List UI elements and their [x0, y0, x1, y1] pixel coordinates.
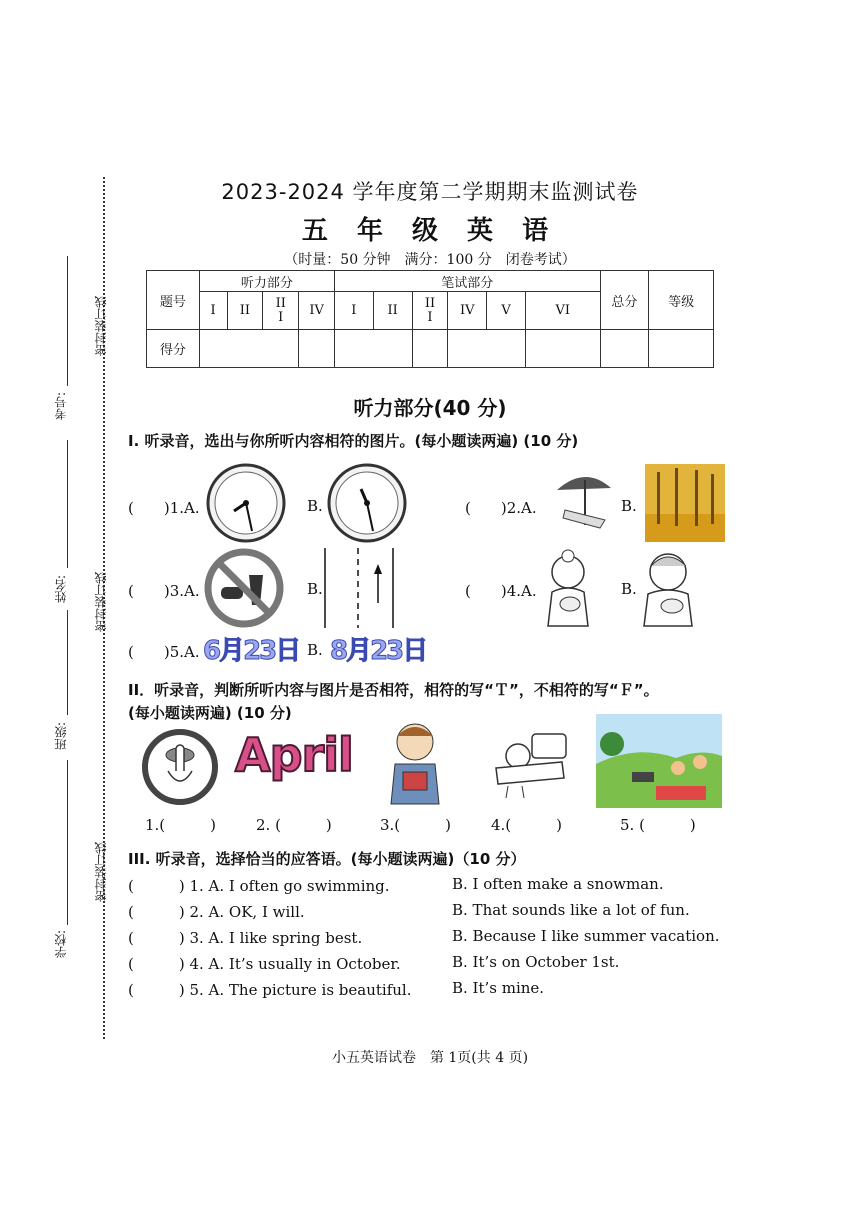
writing-col: IV: [448, 292, 487, 330]
writing-col: II: [373, 292, 412, 330]
q3-item-3-a: ( ) 3. A. I like spring best.: [128, 929, 363, 947]
date-a: 6月23日: [203, 636, 300, 666]
class-blank[interactable]: [67, 610, 68, 715]
page-footer: 小五英语试卷 第 1页(共 4 页): [331, 1050, 529, 1066]
road-arrow-icon: [318, 548, 398, 628]
q1-item-3: ( )3.A.: [128, 582, 200, 600]
april-word-art: April: [235, 728, 353, 782]
writing-col: I: [335, 292, 374, 330]
q1-item-5: ( )5.A.: [128, 643, 200, 661]
subject-title: 五 年 级 英 语: [301, 216, 559, 246]
exam-meta: （时量：50 分钟 满分：100 分 闭卷考试）: [284, 252, 576, 268]
q1-heading: I. 听录音，选出与你所听内容相符的图片。(每小题读两遍) (10 分): [128, 432, 579, 450]
quiet-sign-icon: [140, 727, 222, 807]
score-cell[interactable]: [199, 330, 298, 368]
grade-header: 等级: [649, 271, 714, 330]
q3-item-4-a: ( ) 4. A. It’s usually in October.: [128, 955, 401, 973]
total-header: 总分: [600, 271, 649, 330]
q1-item-4: ( )4.A.: [465, 582, 537, 600]
q2-heading: II．听录音，判断所听内容与图片是否相符，相符的写“Ｔ”，不相符的写“Ｆ”。: [128, 681, 659, 699]
girl-sleeping-icon: [488, 728, 570, 800]
q2-blank-5[interactable]: 5. ( ): [620, 816, 696, 834]
exam-no-blank[interactable]: [67, 256, 68, 386]
clock-icon: [325, 461, 409, 545]
score-cell[interactable]: [600, 330, 649, 368]
seal-line-label: 密封装订线: [94, 842, 108, 902]
picnic-scene-icon: [596, 714, 722, 808]
seal-line-label: 密封装订线: [94, 572, 108, 632]
school-blank[interactable]: [67, 760, 68, 925]
q1-item-1-b: B.: [307, 497, 323, 515]
exam-title: 2023-2024 学年度第二学期期末监测试卷: [221, 180, 639, 204]
q1-item-3-b: B.: [307, 580, 323, 598]
date-b: 8月23日: [330, 636, 427, 666]
beach-umbrella-icon: [545, 470, 615, 535]
class-label: 班级:: [54, 722, 68, 751]
q2-blank-2[interactable]: 2. ( ): [256, 816, 332, 834]
listening-section-title: 听力部分(40 分): [353, 396, 507, 420]
q1-item-2-b: B.: [621, 497, 637, 515]
q3-item-1-b: B. I often make a snowman.: [452, 875, 664, 893]
boy-reading-icon: [385, 718, 445, 806]
listening-col: I: [199, 292, 227, 330]
boy-with-rabbit-icon: [636, 546, 702, 628]
seal-line-label: 密封装订线: [94, 296, 108, 356]
score-cell[interactable]: [649, 330, 714, 368]
girl-with-rabbit-icon: [540, 548, 602, 628]
q3-item-5-a: ( ) 5. A. The picture is beautiful.: [128, 981, 412, 999]
score-cell[interactable]: [448, 330, 526, 368]
q1-item-4-b: B.: [621, 580, 637, 598]
q3-item-5-b: B. It’s mine.: [452, 979, 545, 997]
score-cell[interactable]: [525, 330, 600, 368]
listening-col: IV: [299, 292, 335, 330]
q1-item-2: ( )2.A.: [465, 499, 537, 517]
clock-icon: [204, 461, 288, 545]
q1-item-5-b: B.: [307, 641, 323, 659]
q3-item-1-a: ( ) 1. A. I often go swimming.: [128, 877, 390, 895]
q3-heading: III. 听录音，选择恰当的应答语。(每小题读两遍)（10 分）: [128, 850, 526, 868]
q3-item-2-a: ( ) 2. A. OK, I will.: [128, 903, 305, 921]
listening-col: II: [227, 292, 263, 330]
score-cell[interactable]: [335, 330, 413, 368]
score-label: 得分: [147, 330, 200, 368]
writing-col: V: [487, 292, 526, 330]
q2-blank-3[interactable]: 3.( ): [380, 816, 452, 834]
q2-blank-4[interactable]: 4.( ): [491, 816, 563, 834]
autumn-trees-icon: [645, 464, 725, 542]
writing-col: VI: [525, 292, 600, 330]
name-blank[interactable]: [67, 440, 68, 568]
no-food-icon: [203, 547, 285, 629]
writing-header: 笔试部分: [335, 271, 601, 292]
school-label: 学校:: [54, 930, 68, 959]
score-cell[interactable]: [299, 330, 335, 368]
q3-item-4-b: B. It’s on October 1st.: [452, 953, 620, 971]
score-table: [146, 270, 714, 368]
q3-item-2-b: B. That sounds like a lot of fun.: [452, 901, 690, 919]
writing-col: II I: [412, 292, 448, 330]
q2-blank-1[interactable]: 1.( ): [145, 816, 217, 834]
exam-no-label: 考号:: [54, 392, 68, 421]
q3-item-3-b: B. Because I like summer vacation.: [452, 927, 720, 945]
q2-heading-2: (每小题读两遍) (10 分): [128, 704, 292, 722]
name-label: 姓名:: [54, 575, 68, 604]
row-label: 题号: [147, 271, 200, 330]
q1-item-1: ( )1.A.: [128, 499, 200, 517]
score-cell[interactable]: [412, 330, 448, 368]
listening-header: 听力部分: [199, 271, 334, 292]
listening-col: II I: [263, 292, 299, 330]
